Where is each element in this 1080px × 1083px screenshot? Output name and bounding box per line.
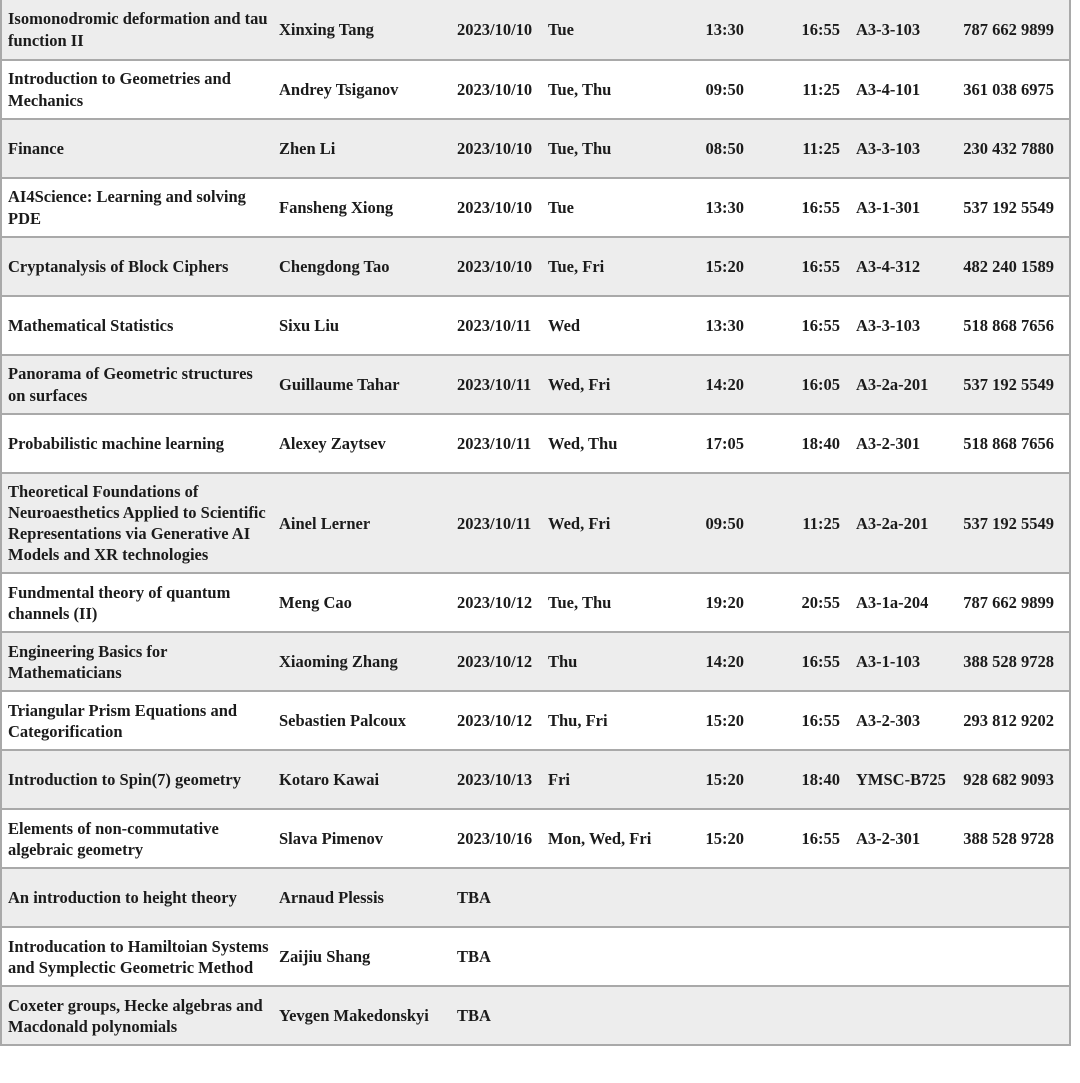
instructor-name: Guillaume Tahar xyxy=(279,374,400,394)
room: A3-2a-201 xyxy=(856,374,929,394)
weekdays xyxy=(542,891,692,905)
end-time: 16:55 xyxy=(801,197,840,217)
meeting-id: 537 192 5549 xyxy=(963,513,1054,533)
end-time: 16:55 xyxy=(801,19,840,39)
table-row xyxy=(2,631,1069,690)
room: A3-1a-204 xyxy=(856,593,929,613)
course-title: Finance xyxy=(8,138,64,158)
meeting-id: 537 192 5549 xyxy=(963,197,1054,217)
weekdays: Tue, Thu xyxy=(548,593,612,613)
start-date: TBA xyxy=(457,947,491,967)
course-title: Probabilistic machine learning xyxy=(8,433,225,453)
end-time: 16:55 xyxy=(801,711,840,731)
weekdays: Wed xyxy=(548,315,581,335)
table-row xyxy=(2,867,1069,926)
end-time: 16:55 xyxy=(801,829,840,849)
instructor-name: Zhen Li xyxy=(279,138,336,158)
start-time: 14:20 xyxy=(705,374,744,394)
start-date: 2023/10/12 xyxy=(457,652,533,672)
start-date: TBA xyxy=(457,888,491,908)
start-time: 17:05 xyxy=(705,433,744,453)
instructor-name: Sixu Liu xyxy=(279,315,340,335)
start-date: 2023/10/10 xyxy=(457,138,533,158)
end-time: 18:40 xyxy=(801,433,840,453)
instructor-name: Andrey Tsiganov xyxy=(279,79,399,99)
weekdays: Wed, Fri xyxy=(548,513,611,533)
course-title: Introduction to Geometries and Mechanics xyxy=(8,69,231,110)
table-row xyxy=(2,926,1069,985)
weekdays xyxy=(542,1009,692,1023)
end-time: 11:25 xyxy=(802,138,840,158)
meeting-id: 787 662 9899 xyxy=(963,19,1054,39)
room: A3-1-301 xyxy=(856,197,921,217)
room: A3-2-303 xyxy=(856,711,921,731)
weekdays: Fri xyxy=(548,770,570,790)
course-title: Mathematical Statistics xyxy=(8,315,174,335)
instructor-name: Fansheng Xiong xyxy=(279,197,394,217)
course-title: Engineering Basics for Mathematicians xyxy=(8,641,168,682)
weekdays: Thu xyxy=(548,652,578,672)
room: A3-3-103 xyxy=(856,138,921,158)
start-date: 2023/10/11 xyxy=(457,433,532,453)
room: A3-4-101 xyxy=(856,79,921,99)
start-date: 2023/10/11 xyxy=(457,315,532,335)
weekdays: Tue xyxy=(548,197,574,217)
course-title: Cryptanalysis of Block Ciphers xyxy=(8,256,229,276)
room: A3-2-301 xyxy=(856,829,921,849)
instructor-name: Slava Pimenov xyxy=(279,829,384,849)
start-time: 13:30 xyxy=(705,197,744,217)
weekdays: Tue, Thu xyxy=(548,79,612,99)
start-date: 2023/10/11 xyxy=(457,374,532,394)
course-title: Coxeter groups, Hecke algebras and Macdonald polynomials xyxy=(8,995,263,1036)
meeting-id: 293 812 9202 xyxy=(963,711,1054,731)
room xyxy=(840,891,952,905)
end-time xyxy=(744,1009,840,1023)
course-title: Fundmental theory of quantum channels (II) xyxy=(8,582,231,623)
room: A3-2-301 xyxy=(856,433,921,453)
table-row xyxy=(2,236,1069,295)
room xyxy=(840,950,952,964)
meeting-id: 230 432 7880 xyxy=(963,138,1054,158)
start-time xyxy=(692,891,744,905)
table-row xyxy=(2,413,1069,472)
weekdays: Wed, Fri xyxy=(548,374,611,394)
table-row xyxy=(2,572,1069,631)
start-time: 13:30 xyxy=(705,19,744,39)
table-row xyxy=(2,354,1069,413)
instructor-name: Alexey Zaytsev xyxy=(279,433,386,453)
meeting-id xyxy=(952,950,1069,964)
table-row xyxy=(2,295,1069,354)
weekdays xyxy=(542,950,692,964)
course-title: Panorama of Geometric structures on surfaces xyxy=(8,364,253,405)
start-date: 2023/10/11 xyxy=(457,513,532,533)
meeting-id: 388 528 9728 xyxy=(963,829,1054,849)
start-time: 15:20 xyxy=(705,711,744,731)
end-time: 16:55 xyxy=(801,652,840,672)
table-row xyxy=(2,808,1069,867)
end-time xyxy=(744,891,840,905)
start-date: 2023/10/16 xyxy=(457,829,533,849)
start-time: 15:20 xyxy=(705,829,744,849)
meeting-id: 787 662 9899 xyxy=(963,593,1054,613)
start-time: 13:30 xyxy=(705,315,744,335)
start-time: 09:50 xyxy=(705,79,744,99)
end-time: 11:25 xyxy=(802,513,840,533)
course-title: Introducation to Hamiltoian Systems and Symplectic Geometric Method xyxy=(8,936,269,977)
table-row xyxy=(2,118,1069,177)
start-date: 2023/10/10 xyxy=(457,19,533,39)
room xyxy=(840,1009,952,1023)
course-title: Elements of non-commutative algebraic geometry xyxy=(8,818,219,859)
meeting-id: 537 192 5549 xyxy=(963,374,1054,394)
start-time: 09:50 xyxy=(705,513,744,533)
weekdays: Tue, Thu xyxy=(548,138,612,158)
weekdays: Thu, Fri xyxy=(548,711,608,731)
meeting-id: 928 682 9093 xyxy=(963,770,1054,790)
instructor-name: Kotaro Kawai xyxy=(279,770,380,790)
weekdays: Mon, Wed, Fri xyxy=(548,829,652,849)
table-row xyxy=(2,749,1069,808)
start-date: 2023/10/12 xyxy=(457,593,533,613)
meeting-id: 482 240 1589 xyxy=(963,256,1054,276)
table-row xyxy=(2,985,1069,1044)
end-time: 16:55 xyxy=(801,315,840,335)
instructor-name: Arnaud Plessis xyxy=(279,888,384,908)
instructor-name: Xinxing Tang xyxy=(279,19,374,39)
instructor-name: Chengdong Tao xyxy=(279,256,390,276)
start-date: 2023/10/13 xyxy=(457,770,533,790)
instructor-name: Ainel Lerner xyxy=(279,513,371,533)
table-row xyxy=(2,690,1069,749)
start-date: 2023/10/12 xyxy=(457,711,533,731)
start-date: TBA xyxy=(457,1006,491,1026)
room: A3-3-103 xyxy=(856,19,921,39)
course-title: AI4Science: Learning and solving PDE xyxy=(8,187,246,228)
meeting-id xyxy=(952,1009,1069,1023)
end-time: 18:40 xyxy=(801,770,840,790)
meeting-id: 361 038 6975 xyxy=(963,79,1054,99)
start-date: 2023/10/10 xyxy=(457,197,533,217)
start-time: 19:20 xyxy=(705,593,744,613)
end-time: 20:55 xyxy=(801,593,840,613)
room: A3-4-312 xyxy=(856,256,921,276)
start-time: 15:20 xyxy=(705,256,744,276)
start-time xyxy=(692,950,744,964)
start-date: 2023/10/10 xyxy=(457,79,533,99)
end-time: 16:55 xyxy=(801,256,840,276)
room: A3-2a-201 xyxy=(856,513,929,533)
course-title: Theoretical Foundations of Neuroaesthetics Applied to Scientific Representations via Generative AI Models and XR technologies xyxy=(8,482,266,565)
end-time xyxy=(744,950,840,964)
table-row xyxy=(2,0,1069,59)
end-time: 16:05 xyxy=(801,374,840,394)
course-title: An introduction to height theory xyxy=(8,888,237,908)
meeting-id: 518 868 7656 xyxy=(963,433,1054,453)
instructor-name: Meng Cao xyxy=(279,593,352,613)
end-time: 11:25 xyxy=(802,79,840,99)
table-row xyxy=(2,472,1069,572)
weekdays: Tue xyxy=(548,19,574,39)
start-time xyxy=(692,1009,744,1023)
start-time: 08:50 xyxy=(705,138,744,158)
weekdays: Tue, Fri xyxy=(548,256,605,276)
instructor-name: Zaijiu Shang xyxy=(279,947,371,967)
meeting-id: 388 528 9728 xyxy=(963,652,1054,672)
room: A3-1-103 xyxy=(856,652,921,672)
instructor-name: Sebastien Palcoux xyxy=(279,711,406,731)
room: A3-3-103 xyxy=(856,315,921,335)
instructor-name: Xiaoming Zhang xyxy=(279,652,398,672)
course-title: Introduction to Spin(7) geometry xyxy=(8,770,241,790)
table-row xyxy=(2,59,1069,118)
room: YMSC-B725 xyxy=(856,770,946,790)
start-date: 2023/10/10 xyxy=(457,256,533,276)
start-time: 14:20 xyxy=(705,652,744,672)
course-title: Isomonodromic deformation and tau function II xyxy=(8,9,268,50)
table-row xyxy=(2,177,1069,236)
meeting-id: 518 868 7656 xyxy=(963,315,1054,335)
start-time: 15:20 xyxy=(705,770,744,790)
course-title: Triangular Prism Equations and Categorification xyxy=(8,700,238,741)
instructor-name: Yevgen Makedonskyi xyxy=(279,1006,429,1026)
meeting-id xyxy=(952,891,1069,905)
weekdays: Wed, Thu xyxy=(548,433,618,453)
